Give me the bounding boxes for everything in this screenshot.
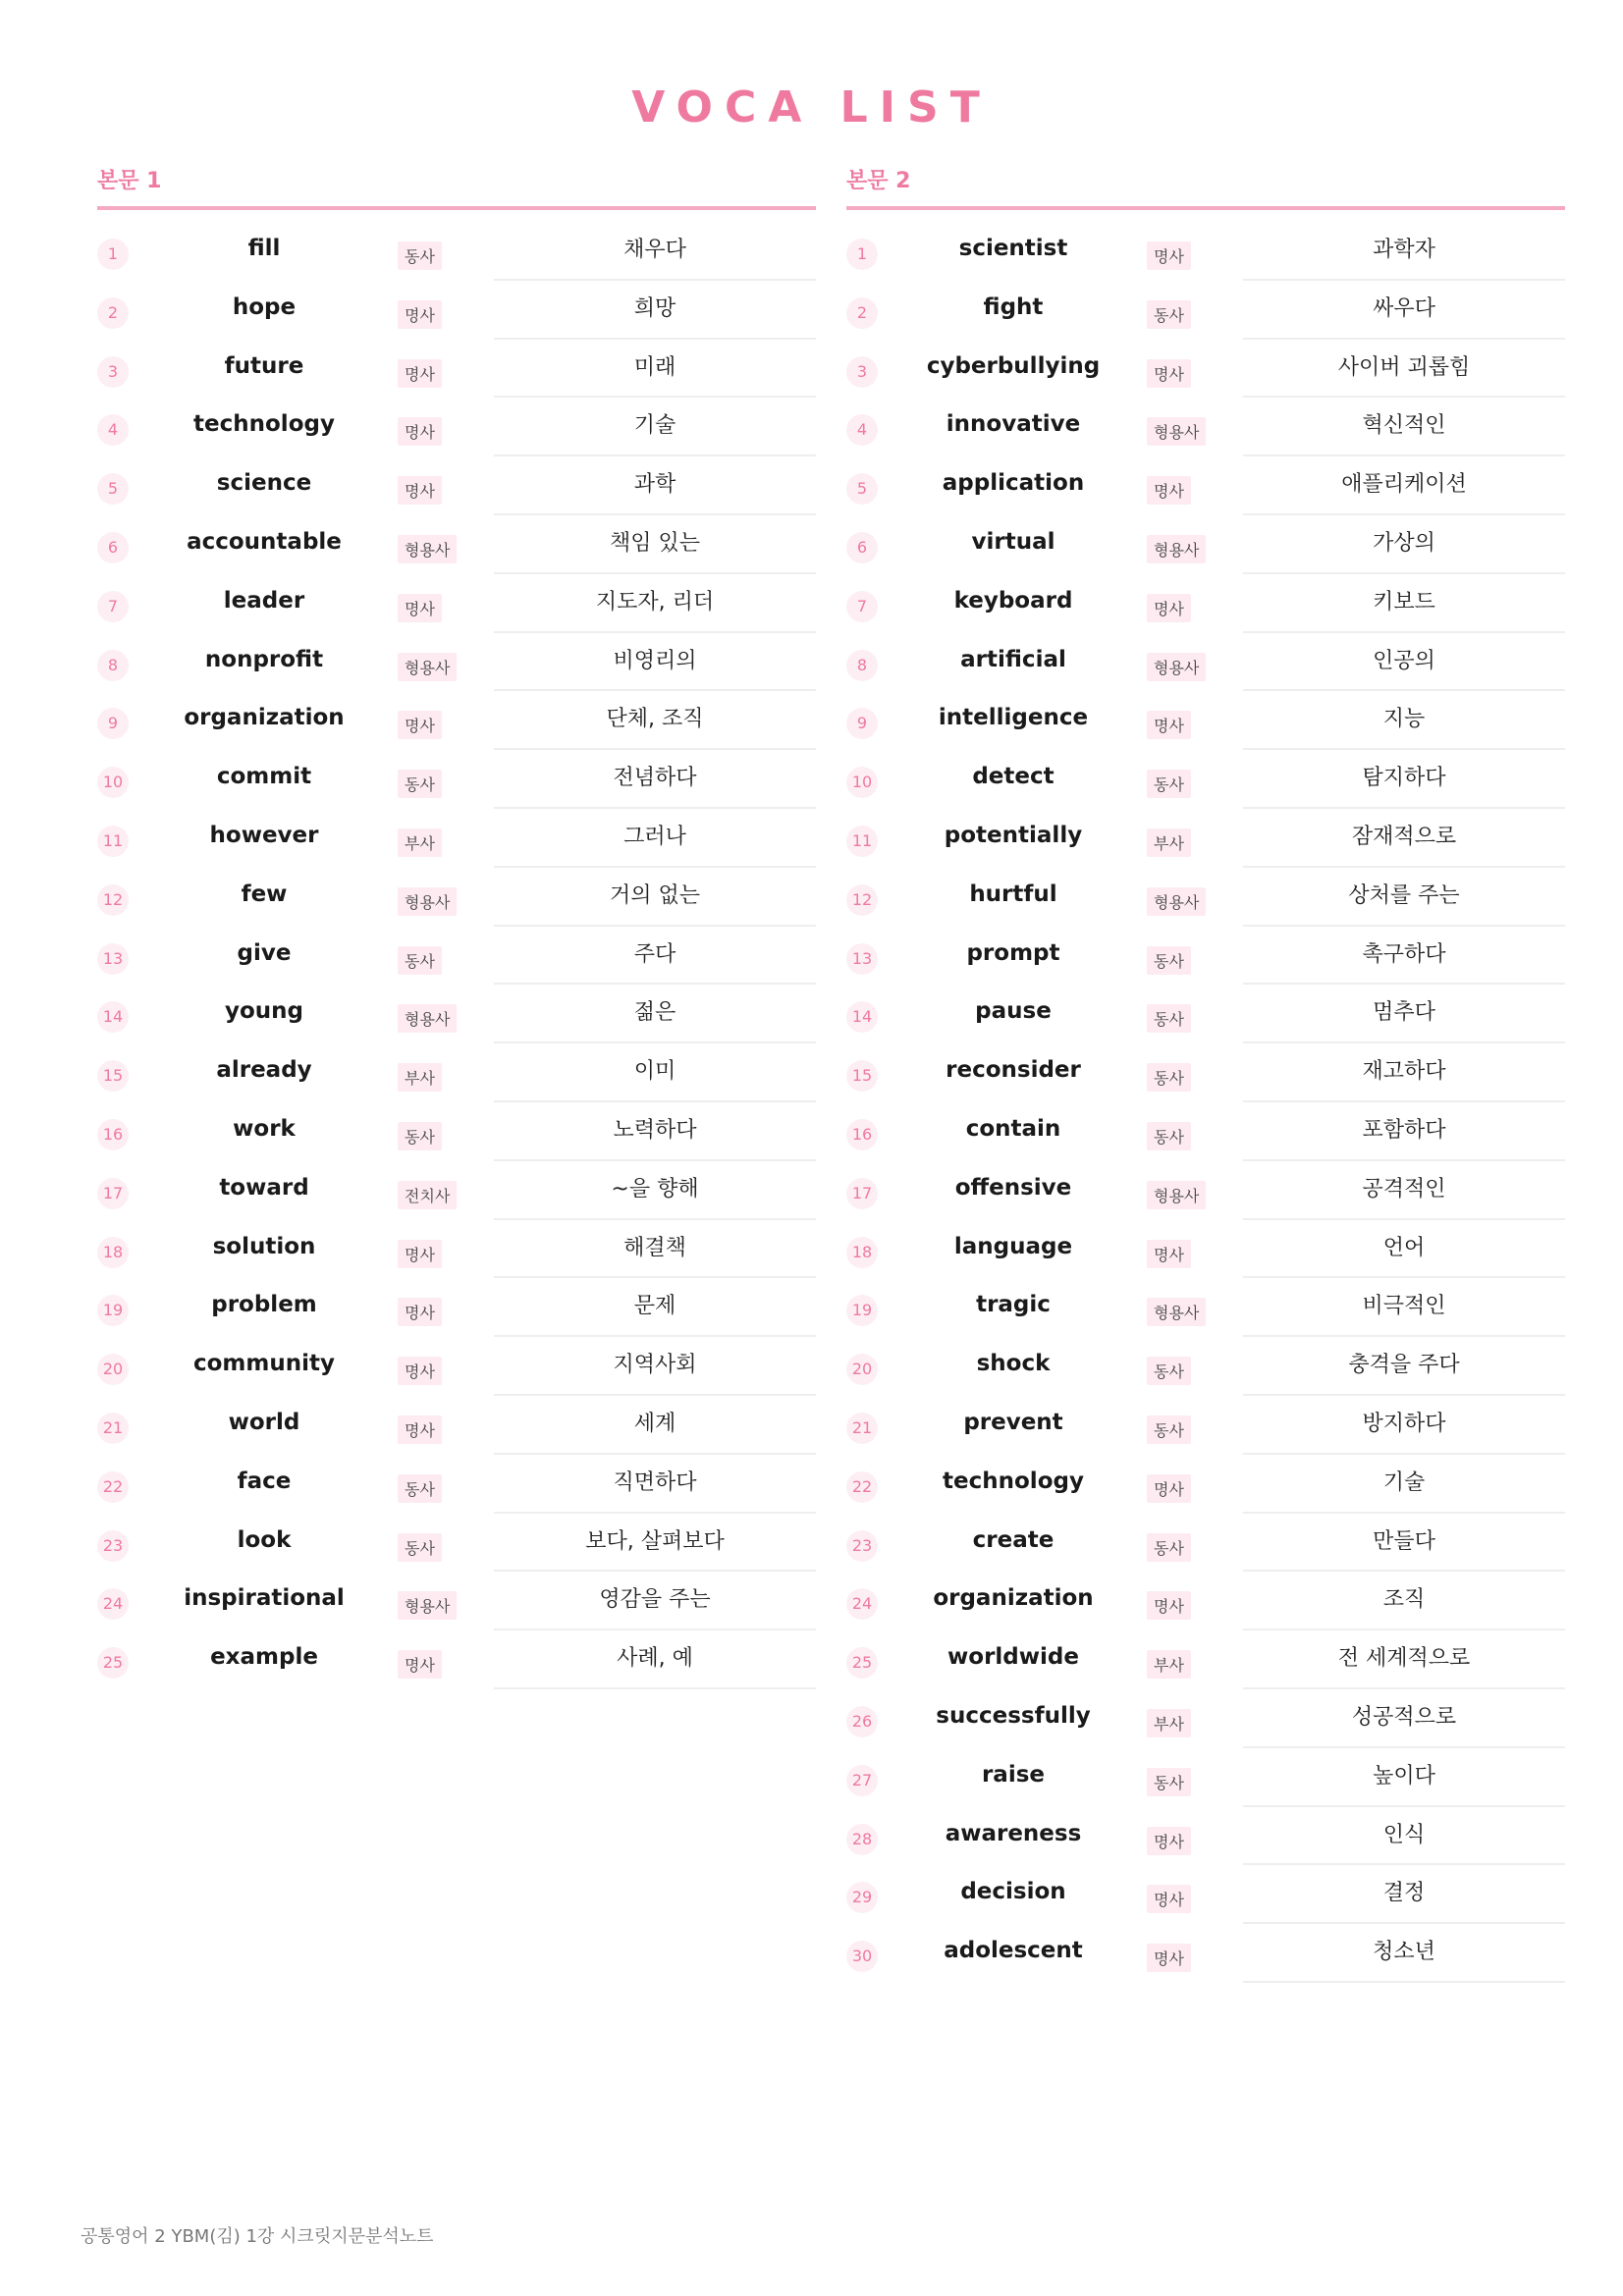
vocab-row xyxy=(846,750,1565,809)
vocab-meaning: 주다 xyxy=(494,927,816,986)
part-of-speech-badge: 형용사 xyxy=(1147,535,1206,563)
vocab-row xyxy=(846,1865,1565,1924)
part-of-speech-badge: 명사 xyxy=(398,1650,442,1679)
vocab-meaning: 과학 xyxy=(494,456,816,515)
vocab-number: 20 xyxy=(846,1354,878,1385)
vocab-meaning: 촉구하다 xyxy=(1243,927,1565,986)
vocab-word: pause xyxy=(975,998,1052,1025)
part-of-speech-badge: 명사 xyxy=(398,711,442,739)
part-of-speech-badge: 동사 xyxy=(398,1122,442,1150)
part-of-speech-badge: 동사 xyxy=(1147,1533,1191,1562)
part-of-speech-badge: 동사 xyxy=(1147,300,1191,329)
vocab-word: hurtful xyxy=(969,881,1057,907)
part-of-speech-badge: 명사 xyxy=(398,359,442,388)
vocab-number: 21 xyxy=(97,1413,129,1444)
vocab-number: 27 xyxy=(846,1765,878,1796)
part-of-speech-badge: 동사 xyxy=(1147,770,1191,798)
vocab-word: problem xyxy=(211,1292,317,1318)
vocab-number: 26 xyxy=(846,1706,878,1737)
vocab-number: 12 xyxy=(97,884,129,916)
vocab-word: nonprofit xyxy=(204,646,324,672)
vocab-meaning: 높이다 xyxy=(1243,1748,1565,1807)
vocab-meaning: 비영리의 xyxy=(494,633,816,692)
vocab-row xyxy=(97,1161,816,1220)
vocab-row xyxy=(846,1161,1565,1220)
vocab-meaning: 이미 xyxy=(494,1043,816,1102)
vocab-word: scientist xyxy=(958,236,1068,261)
vocab-word: give xyxy=(237,939,292,966)
vocab-number: 3 xyxy=(846,356,878,388)
part-of-speech-badge: 형용사 xyxy=(398,653,457,681)
vocab-word: keyboard xyxy=(953,587,1073,614)
vocab-row xyxy=(846,222,1565,281)
vocab-row xyxy=(97,985,816,1043)
part-of-speech-badge: 명사 xyxy=(1147,241,1191,270)
vocab-row xyxy=(846,985,1565,1043)
part-of-speech-badge: 동사 xyxy=(398,1474,442,1503)
vocab-number: 9 xyxy=(846,708,878,739)
part-of-speech-badge: 부사 xyxy=(1147,1650,1191,1679)
part-of-speech-badge: 동사 xyxy=(1147,1004,1191,1033)
vocab-row xyxy=(97,868,816,927)
section-2-header: 본문 2 xyxy=(846,167,1565,210)
part-of-speech-badge: 부사 xyxy=(398,828,442,857)
vocab-meaning: 상처를 주는 xyxy=(1243,868,1565,927)
vocab-meaning: 지능 xyxy=(1243,691,1565,750)
vocab-meaning: 책임 있는 xyxy=(494,515,816,574)
vocab-number: 2 xyxy=(846,297,878,329)
vocab-number: 28 xyxy=(846,1824,878,1855)
vocab-row xyxy=(97,1220,816,1279)
vocab-row xyxy=(97,1572,816,1630)
vocab-number: 13 xyxy=(97,943,129,975)
vocab-number: 18 xyxy=(846,1237,878,1268)
part-of-speech-badge: 형용사 xyxy=(398,1004,457,1033)
vocab-number: 4 xyxy=(97,414,129,446)
part-of-speech-badge: 동사 xyxy=(398,1533,442,1562)
vocab-number: 20 xyxy=(97,1354,129,1385)
vocab-row xyxy=(846,1278,1565,1337)
vocab-row xyxy=(846,1455,1565,1514)
vocab-meaning: 단체, 조직 xyxy=(494,691,816,750)
vocab-word: intelligence xyxy=(938,705,1089,731)
vocab-row xyxy=(97,281,816,340)
vocab-number: 7 xyxy=(846,591,878,622)
vocab-meaning: 만들다 xyxy=(1243,1514,1565,1573)
part-of-speech-badge: 형용사 xyxy=(398,887,457,916)
vocab-number: 24 xyxy=(97,1588,129,1620)
vocab-word: prompt xyxy=(966,939,1060,966)
part-of-speech-badge: 명사 xyxy=(1147,1474,1191,1503)
vocab-number: 23 xyxy=(846,1530,878,1562)
vocab-word: raise xyxy=(981,1761,1046,1788)
part-of-speech-badge: 동사 xyxy=(398,770,442,798)
part-of-speech-badge: 부사 xyxy=(1147,1709,1191,1737)
vocab-meaning: 보다, 살펴보다 xyxy=(494,1514,816,1573)
vocab-number: 15 xyxy=(846,1060,878,1092)
vocab-row xyxy=(846,1630,1565,1689)
vocab-number: 22 xyxy=(846,1471,878,1503)
vocab-row xyxy=(846,633,1565,692)
part-of-speech-badge: 명사 xyxy=(398,594,442,622)
vocab-number: 15 xyxy=(97,1060,129,1092)
vocab-meaning: 인공의 xyxy=(1243,633,1565,692)
page-title: VOCA LIST xyxy=(631,82,992,133)
vocab-word: young xyxy=(224,998,303,1025)
vocab-number: 10 xyxy=(846,767,878,798)
vocab-number: 14 xyxy=(846,1001,878,1033)
vocab-word: face xyxy=(237,1468,292,1494)
vocab-meaning: 성공적으로 xyxy=(1243,1689,1565,1748)
vocab-meaning: 희망 xyxy=(494,281,816,340)
vocab-row xyxy=(846,398,1565,456)
vocab-word: already xyxy=(216,1057,312,1084)
part-of-speech-badge: 동사 xyxy=(1147,946,1191,975)
vocab-meaning: 사례, 예 xyxy=(494,1630,816,1689)
vocab-number: 11 xyxy=(97,826,129,857)
part-of-speech-badge: 동사 xyxy=(398,946,442,975)
part-of-speech-badge: 명사 xyxy=(398,417,442,446)
vocab-meaning: ~을 향해 xyxy=(494,1161,816,1220)
part-of-speech-badge: 부사 xyxy=(1147,828,1191,857)
section-1-header: 본문 1 xyxy=(97,167,816,210)
vocab-number: 1 xyxy=(846,239,878,270)
vocab-word: science xyxy=(216,470,312,497)
part-of-speech-badge: 형용사 xyxy=(398,535,457,563)
vocab-row xyxy=(97,456,816,515)
vocab-word: adolescent xyxy=(944,1938,1083,1964)
vocab-meaning: 거의 없는 xyxy=(494,868,816,927)
vocab-meaning: 미래 xyxy=(494,340,816,399)
vocab-word: cyberbullying xyxy=(926,352,1101,379)
vocab-row xyxy=(846,1043,1565,1102)
part-of-speech-badge: 명사 xyxy=(1147,711,1191,739)
vocab-word: detect xyxy=(972,764,1055,790)
vocab-number: 19 xyxy=(97,1295,129,1326)
vocab-meaning: 세계 xyxy=(494,1396,816,1455)
vocab-word: contain xyxy=(965,1115,1061,1142)
vocab-meaning: 공격적인 xyxy=(1243,1161,1565,1220)
vocab-word: virtual xyxy=(971,528,1055,555)
vocab-word: tragic xyxy=(976,1292,1051,1318)
vocab-number: 8 xyxy=(97,650,129,681)
vocab-meaning: 전념하다 xyxy=(494,750,816,809)
vocab-row xyxy=(97,222,816,281)
vocab-number: 18 xyxy=(97,1237,129,1268)
vocab-row xyxy=(97,398,816,456)
vocab-row xyxy=(97,809,816,868)
vocab-number: 6 xyxy=(846,532,878,563)
vocab-meaning: 사이버 괴롭힘 xyxy=(1243,340,1565,399)
vocab-row xyxy=(97,691,816,750)
vocab-meaning: 가상의 xyxy=(1243,515,1565,574)
vocab-word: technology xyxy=(943,1468,1084,1494)
section-2 xyxy=(846,167,1565,1983)
vocab-meaning: 결정 xyxy=(1243,1865,1565,1924)
vocab-number: 4 xyxy=(846,414,878,446)
vocab-row xyxy=(97,1337,816,1396)
vocab-word: language xyxy=(953,1233,1073,1259)
vocab-number: 9 xyxy=(97,708,129,739)
vocab-meaning: 해결책 xyxy=(494,1220,816,1279)
vocab-word: reconsider xyxy=(946,1057,1081,1084)
vocab-row xyxy=(97,1455,816,1514)
vocab-row xyxy=(846,1514,1565,1573)
part-of-speech-badge: 형용사 xyxy=(1147,1298,1206,1326)
vocab-meaning: 혁신적인 xyxy=(1243,398,1565,456)
vocab-number: 25 xyxy=(97,1647,129,1679)
part-of-speech-badge: 동사 xyxy=(1147,1122,1191,1150)
vocab-row xyxy=(846,456,1565,515)
vocab-row xyxy=(846,1102,1565,1161)
vocab-word: work xyxy=(233,1115,296,1142)
vocab-meaning: 청소년 xyxy=(1243,1924,1565,1983)
vocab-number: 5 xyxy=(846,473,878,505)
vocab-word: application xyxy=(942,470,1085,497)
part-of-speech-badge: 명사 xyxy=(1147,359,1191,388)
part-of-speech-badge: 명사 xyxy=(1147,1240,1191,1268)
vocab-meaning: 기술 xyxy=(494,398,816,456)
vocab-number: 11 xyxy=(846,826,878,857)
vocab-number: 3 xyxy=(97,356,129,388)
vocab-word: fight xyxy=(983,294,1044,320)
vocab-word: decision xyxy=(960,1879,1066,1905)
vocab-row xyxy=(846,1689,1565,1748)
vocab-number: 2 xyxy=(97,297,129,329)
vocab-row xyxy=(846,340,1565,399)
vocab-number: 16 xyxy=(846,1119,878,1150)
vocab-number: 24 xyxy=(846,1588,878,1620)
vocab-meaning: 문제 xyxy=(494,1278,816,1337)
vocab-number: 25 xyxy=(846,1647,878,1679)
part-of-speech-badge: 명사 xyxy=(398,1415,442,1444)
vocab-meaning: 그러나 xyxy=(494,809,816,868)
part-of-speech-badge: 형용사 xyxy=(1147,1181,1206,1209)
vocab-row xyxy=(97,1278,816,1337)
part-of-speech-badge: 형용사 xyxy=(1147,887,1206,916)
vocab-row xyxy=(846,1337,1565,1396)
vocab-row xyxy=(97,515,816,574)
vocab-row xyxy=(97,340,816,399)
vocab-row xyxy=(846,1924,1565,1983)
vocab-row xyxy=(97,1396,816,1455)
section-1 xyxy=(97,167,816,1689)
vocab-row xyxy=(846,1748,1565,1807)
vocab-word: organization xyxy=(933,1585,1094,1612)
part-of-speech-badge: 부사 xyxy=(398,1063,442,1092)
vocab-meaning: 언어 xyxy=(1243,1220,1565,1279)
vocab-number: 10 xyxy=(97,767,129,798)
vocab-row xyxy=(846,1396,1565,1455)
vocab-number: 14 xyxy=(97,1001,129,1033)
vocab-row xyxy=(846,1807,1565,1866)
vocab-number: 7 xyxy=(97,591,129,622)
vocab-word: prevent xyxy=(963,1409,1063,1435)
section-1-list xyxy=(97,222,816,1689)
vocab-row xyxy=(846,691,1565,750)
vocab-word: few xyxy=(241,881,288,907)
vocab-row xyxy=(846,868,1565,927)
vocab-meaning: 기술 xyxy=(1243,1455,1565,1514)
vocab-word: potentially xyxy=(944,822,1083,848)
part-of-speech-badge: 명사 xyxy=(398,1240,442,1268)
vocab-row xyxy=(97,633,816,692)
section-2-list xyxy=(846,222,1565,1983)
part-of-speech-badge: 형용사 xyxy=(398,1591,457,1620)
vocab-number: 5 xyxy=(97,473,129,505)
vocab-word: accountable xyxy=(187,528,342,555)
vocab-word: world xyxy=(228,1409,300,1435)
vocab-word: create xyxy=(972,1526,1055,1553)
vocab-word: solution xyxy=(212,1233,316,1259)
vocab-number: 21 xyxy=(846,1413,878,1444)
part-of-speech-badge: 동사 xyxy=(1147,1357,1191,1385)
vocab-row xyxy=(97,1630,816,1689)
vocab-word: worldwide xyxy=(947,1644,1079,1671)
vocab-row xyxy=(846,1572,1565,1630)
vocab-word: artificial xyxy=(960,646,1066,672)
vocab-number: 29 xyxy=(846,1882,878,1913)
part-of-speech-badge: 명사 xyxy=(1147,1885,1191,1913)
page-footer: 공통영어 2 YBM(김) 1강 시크릿지문분석노트 xyxy=(81,2226,434,2247)
vocab-word: successfully xyxy=(936,1702,1091,1729)
vocab-word: technology xyxy=(193,411,335,438)
vocab-meaning: 젊은 xyxy=(494,985,816,1043)
vocab-word: innovative xyxy=(946,411,1081,438)
vocab-meaning: 충격을 주다 xyxy=(1243,1337,1565,1396)
vocab-meaning: 지역사회 xyxy=(494,1337,816,1396)
vocab-meaning: 재고하다 xyxy=(1243,1043,1565,1102)
vocab-word: hope xyxy=(232,294,297,320)
vocab-meaning: 비극적인 xyxy=(1243,1278,1565,1337)
vocab-row xyxy=(846,281,1565,340)
vocab-row xyxy=(97,574,816,633)
vocab-word: awareness xyxy=(945,1820,1082,1846)
vocab-meaning: 채우다 xyxy=(494,222,816,281)
part-of-speech-badge: 형용사 xyxy=(1147,417,1206,446)
vocab-row xyxy=(97,1102,816,1161)
part-of-speech-badge: 동사 xyxy=(1147,1768,1191,1796)
part-of-speech-badge: 명사 xyxy=(1147,594,1191,622)
part-of-speech-badge: 명사 xyxy=(1147,1944,1191,1972)
vocab-meaning: 방지하다 xyxy=(1243,1396,1565,1455)
part-of-speech-badge: 동사 xyxy=(1147,1415,1191,1444)
vocab-row xyxy=(846,515,1565,574)
vocab-number: 6 xyxy=(97,532,129,563)
vocab-row xyxy=(846,809,1565,868)
vocab-word: look xyxy=(237,1526,292,1553)
vocab-word: commit xyxy=(216,764,312,790)
vocab-meaning: 조직 xyxy=(1243,1572,1565,1630)
part-of-speech-badge: 전치사 xyxy=(398,1181,457,1209)
part-of-speech-badge: 명사 xyxy=(398,1357,442,1385)
vocab-meaning: 싸우다 xyxy=(1243,281,1565,340)
vocab-word: shock xyxy=(976,1351,1051,1377)
vocab-number: 19 xyxy=(846,1295,878,1326)
vocab-meaning: 노력하다 xyxy=(494,1102,816,1161)
vocab-number: 8 xyxy=(846,650,878,681)
vocab-row xyxy=(97,750,816,809)
vocab-word: fill xyxy=(247,236,281,261)
part-of-speech-badge: 동사 xyxy=(1147,1063,1191,1092)
vocab-meaning: 과학자 xyxy=(1243,222,1565,281)
vocab-meaning: 애플리케이션 xyxy=(1243,456,1565,515)
vocab-row xyxy=(846,574,1565,633)
part-of-speech-badge: 형용사 xyxy=(1147,653,1206,681)
vocab-meaning: 전 세계적으로 xyxy=(1243,1630,1565,1689)
part-of-speech-badge: 동사 xyxy=(398,241,442,270)
vocab-number: 22 xyxy=(97,1471,129,1503)
vocab-meaning: 탐지하다 xyxy=(1243,750,1565,809)
vocab-word: offensive xyxy=(954,1174,1072,1201)
vocab-row xyxy=(97,1514,816,1573)
part-of-speech-badge: 명사 xyxy=(1147,1827,1191,1855)
vocab-word: leader xyxy=(223,587,305,614)
vocab-number: 17 xyxy=(846,1178,878,1209)
vocab-word: organization xyxy=(184,705,345,731)
vocab-meaning: 포함하다 xyxy=(1243,1102,1565,1161)
vocab-number: 13 xyxy=(846,943,878,975)
vocab-meaning: 잠재적으로 xyxy=(1243,809,1565,868)
part-of-speech-badge: 명사 xyxy=(1147,476,1191,505)
vocab-number: 23 xyxy=(97,1530,129,1562)
vocab-row xyxy=(846,927,1565,986)
vocab-word: community xyxy=(193,1351,335,1377)
vocab-meaning: 멈추다 xyxy=(1243,985,1565,1043)
part-of-speech-badge: 명사 xyxy=(398,1298,442,1326)
vocab-meaning: 인식 xyxy=(1243,1807,1565,1866)
vocab-meaning: 지도자, 리더 xyxy=(494,574,816,633)
vocab-row xyxy=(97,1043,816,1102)
vocab-row xyxy=(846,1220,1565,1279)
vocab-meaning: 키보드 xyxy=(1243,574,1565,633)
vocab-number: 30 xyxy=(846,1941,878,1972)
vocab-word: toward xyxy=(219,1174,309,1201)
vocab-word: inspirational xyxy=(184,1585,345,1612)
part-of-speech-badge: 명사 xyxy=(398,300,442,329)
vocab-number: 12 xyxy=(846,884,878,916)
vocab-word: however xyxy=(209,822,319,848)
vocab-word: future xyxy=(224,352,304,379)
vocab-meaning: 영감을 주는 xyxy=(494,1572,816,1630)
vocab-meaning: 직면하다 xyxy=(494,1455,816,1514)
part-of-speech-badge: 명사 xyxy=(1147,1591,1191,1620)
vocab-number: 17 xyxy=(97,1178,129,1209)
part-of-speech-badge: 명사 xyxy=(398,476,442,505)
vocab-number: 1 xyxy=(97,239,129,270)
vocab-number: 16 xyxy=(97,1119,129,1150)
vocab-row xyxy=(97,927,816,986)
vocab-word: example xyxy=(210,1644,318,1671)
